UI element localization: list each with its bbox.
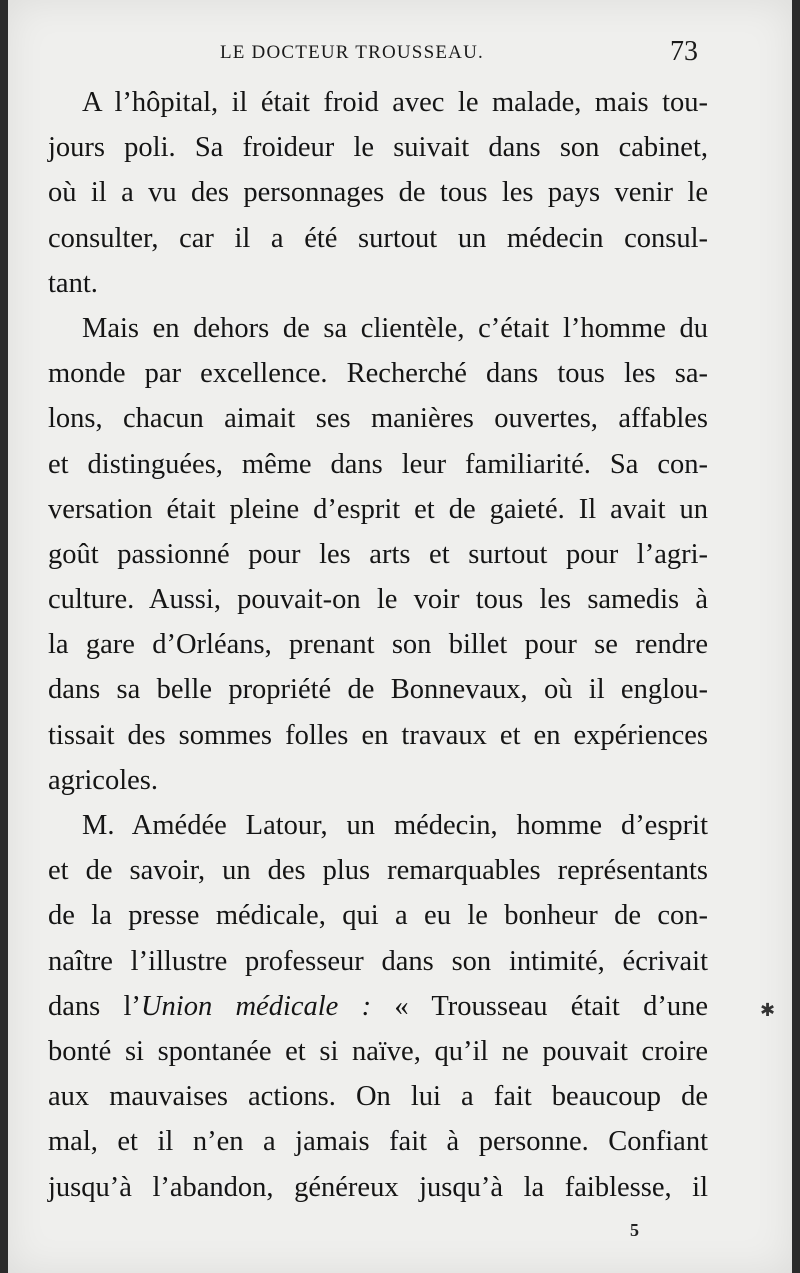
text-line: tissait des sommes folles en travaux et en expériences — [48, 719, 708, 751]
running-title: LE DOCTEUR TROUSSEAU. — [220, 42, 484, 63]
text-line: jours poli. Sa froideur le suivait dans son cabinet, — [48, 132, 708, 164]
text-line: versation était pleine d’esprit et de gaieté. Il avait un — [48, 493, 708, 525]
running-head — [8, 38, 792, 78]
text-line: goût passionné pour les arts et surtout pour l’agri- — [48, 538, 708, 570]
text-line: consulter, car il a été surtout un médecin consul- — [48, 222, 708, 254]
text-line: naître l’illustre professeur dans son intimité, écrivait — [48, 945, 708, 977]
asterisk-icon: ✱ — [760, 1000, 776, 1021]
book-page — [8, 0, 792, 1273]
text-line: Mais en dehors de sa clientèle, c’était l’homme du — [82, 312, 708, 344]
text-line: culture. Aussi, pouvait-on le voir tous les samedis à — [48, 584, 708, 616]
page-number: 73 — [670, 36, 698, 67]
text-line: la gare d’Orléans, prenant son billet pour se rendre — [48, 629, 708, 661]
text-line: et de savoir, un des plus remarquables représentants — [48, 855, 708, 887]
text-line: mal, et il n’en a jamais fait à personne. Confiant — [48, 1126, 708, 1158]
body-text — [48, 80, 708, 1210]
text-line: monde par excellence. Recherché dans tous les sa- — [48, 358, 708, 390]
text-line: et distinguées, même dans leur familiarité. Sa con- — [48, 448, 708, 480]
text-line: bonté si spontanée et si naïve, qu’il ne pouvait croire — [48, 1035, 708, 1067]
text-line: où il a vu des personnages de tous les pays venir le — [48, 177, 708, 209]
text-line: dans sa belle propriété de Bonnevaux, où il englou- — [48, 674, 708, 706]
text-line: jusqu’à l’abandon, généreux jusqu’à la faiblesse, il — [48, 1171, 708, 1203]
text-run: dans l’ — [48, 990, 141, 1022]
text-line: de la presse médicale, qui a eu le bonheur de con- — [48, 900, 708, 932]
text-line — [48, 984, 708, 1029]
signature-mark: 5 — [630, 1220, 639, 1240]
text-run: « Trousseau était d’une — [371, 990, 709, 1022]
text-line: aux mauvaises actions. On lui a fait beaucoup de — [48, 1081, 708, 1113]
text-line: lons, chacun aimait ses manières ouvertes, affables — [48, 403, 708, 435]
italic-title: Union médicale : — [140, 990, 372, 1022]
text-line: agricoles. — [48, 764, 158, 796]
text-line: tant. — [48, 267, 98, 299]
text-line: A l’hôpital, il était froid avec le malade, mais tou- — [82, 87, 708, 118]
text-line: M. Amédée Latour, un médecin, homme d’esprit — [82, 810, 708, 841]
